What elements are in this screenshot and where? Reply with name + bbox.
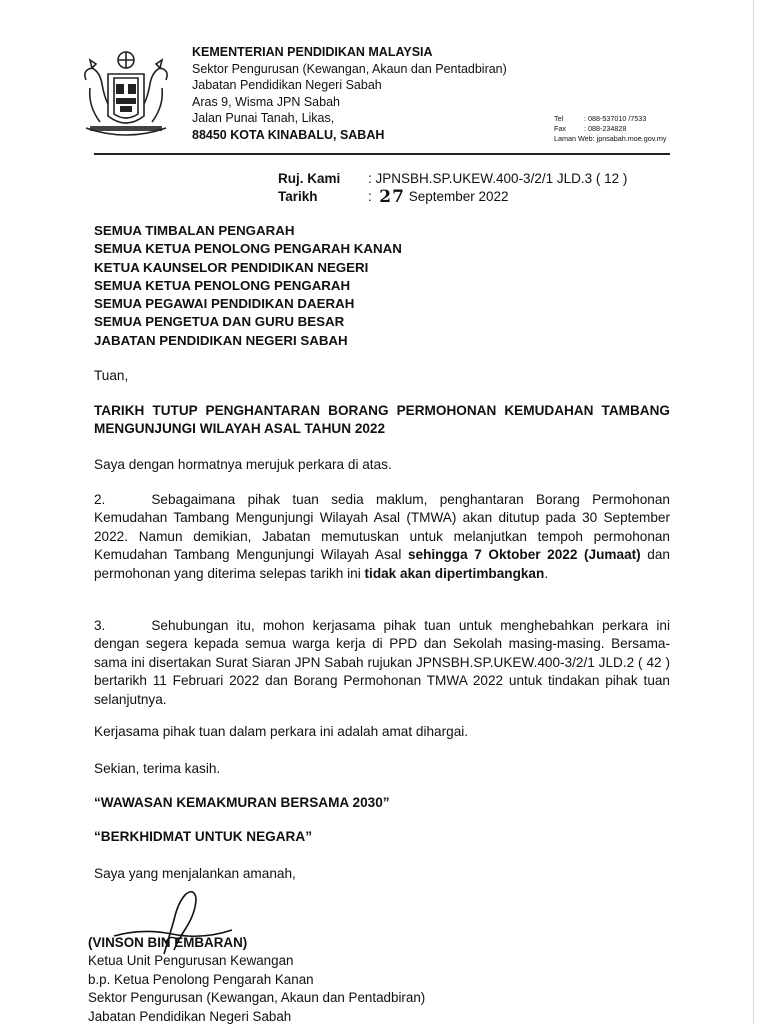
recipient-line: JABATAN PENDIDIKAN NEGERI SABAH	[94, 332, 348, 348]
paragraph-3	[94, 617, 670, 709]
reference-block	[278, 170, 627, 206]
tel-label: Tel	[554, 114, 564, 123]
signer-block	[88, 934, 425, 1026]
contact-block	[554, 114, 666, 144]
address-city: 88450 KOTA KINABALU, SABAH	[192, 127, 385, 142]
address-street: Jalan Punai Tanah, Likas,	[192, 111, 335, 126]
fax-value: : 088-234828	[584, 124, 627, 133]
recipient-line: SEMUA TIMBALAN PENGARAH	[94, 223, 295, 238]
recipient-line: SEMUA KETUA PENOLONG PENGARAH KANAN	[94, 241, 402, 257]
signer-title-3: Sektor Pengurusan (Kewangan, Akaun dan Pentadbiran)	[88, 990, 426, 1006]
sector-name: Sektor Pengurusan (Kewangan, Akaun dan Pentadbiran)	[192, 61, 507, 76]
recipient-line: SEMUA PENGETUA DAN GURU BESAR	[94, 314, 345, 330]
motto-wawasan: “WAWASAN KEMAKMURAN BERSAMA 2030”	[94, 795, 390, 810]
department-name: Jabatan Pendidikan Negeri Sabah	[192, 78, 382, 93]
date-day-handwritten: 27	[379, 187, 405, 207]
address-floor: Aras 9, Wisma JPN Sabah	[192, 94, 340, 109]
recipient-line: SEMUA KETUA PENOLONG PENGARAH	[94, 277, 351, 293]
tel-value: : 088-537010 /7533	[584, 114, 647, 123]
trust-line: Saya yang menjalankan amanah,	[94, 866, 296, 881]
paragraph-1: Saya dengan hormatnya merujuk perkara di atas.	[94, 457, 392, 472]
reference-value: : JPNSBH.SP.UKEW.400-3/2/1 JLD.3 ( 12 )	[368, 171, 628, 186]
motto-berkhidmat: “BERKHIDMAT UNTUK NEGARA”	[94, 829, 312, 844]
signer-name: (VINSON BIN EMBARAN)	[88, 935, 248, 950]
paragraph-4: Kerjasama pihak tuan dalam perkara ini adalah amat dihargai.	[94, 724, 469, 739]
paragraph-2-text: Sebagaimana pihak tuan sedia maklum, penghantaran Borang Permohonan Kemudahan Tambang Mengunjungi Wilayah Asal (TMWA) akan ditutup pada 30 September 2022. Namun demikian, Jabatan memutuskan untuk melanjutkan tempoh permohonan Kemudahan Tambang Mengunjungi Wilayah Asal	[94, 492, 670, 563]
letterhead	[192, 44, 507, 144]
coat-of-arms-icon	[78, 44, 174, 144]
not-considered-note: tidak akan dipertimbangkan	[364, 565, 545, 581]
paragraph-2	[94, 491, 670, 583]
paragraph-2-text-cont: dan permohonan yang diterima selepas tarikh ini	[94, 547, 670, 581]
recipient-line: SEMUA PEGAWAI PENDIDIKAN DAERAH	[94, 296, 355, 312]
paragraph-3-number: 3.	[94, 618, 106, 633]
paragraph-3-text: Sehubungan itu, mohon kerjasama pihak tuan untuk menghebahkan perkara ini dengan segera kepada semua warga kerja di PPD dan Sekolah masing-masing. Bersama-sama ini disertakan Surat Siaran JPN Sabah rujukan JPNSBH.SP.UKEW.400-3/2/1 JLD.2 ( 42 ) bertarikh 11 Februari 2022 dan Borang Permohonan TMWA 2022 untuk tindakan pihak tuan selanjutnya.	[94, 618, 670, 707]
date-month-year: September 2022	[408, 189, 509, 204]
paragraph-2-end: .	[544, 565, 549, 581]
extension-deadline: sehingga 7 Oktober 2022 (Jumaat)	[407, 547, 641, 563]
header-divider	[94, 153, 670, 155]
web-value: jpnsabah.moe.gov.my	[596, 134, 667, 143]
signer-title-1: Ketua Unit Pengurusan Kewangan	[88, 953, 294, 969]
reference-label: Ruj. Kami	[278, 171, 341, 186]
date-label: Tarikh	[278, 189, 318, 204]
paragraph-2-number: 2.	[94, 492, 106, 507]
recipient-list	[94, 222, 402, 350]
letter-subject: TARIKH TUTUP PENGHANTARAN BORANG PERMOHONAN KEMUDAHAN TAMBANG MENGUNJUNGI WILAYAH ASAL TAHUN 2022	[94, 403, 670, 437]
salutation: Tuan,	[94, 368, 129, 383]
recipient-line: KETUA KAUNSELOR PENDIDIKAN NEGERI	[94, 259, 369, 275]
signer-title-4: Jabatan Pendidikan Negeri Sabah	[88, 1008, 292, 1024]
web-label: Laman Web:	[554, 134, 595, 143]
date-colon: :	[368, 189, 372, 204]
ministry-name: KEMENTERIAN PENDIDIKAN MALAYSIA	[192, 45, 433, 59]
page-edge	[753, 0, 754, 1024]
signer-title-2: b.p. Ketua Penolong Pengarah Kanan	[88, 971, 314, 987]
closing-line: Sekian, terima kasih.	[94, 761, 221, 776]
fax-label: Fax	[554, 124, 566, 133]
